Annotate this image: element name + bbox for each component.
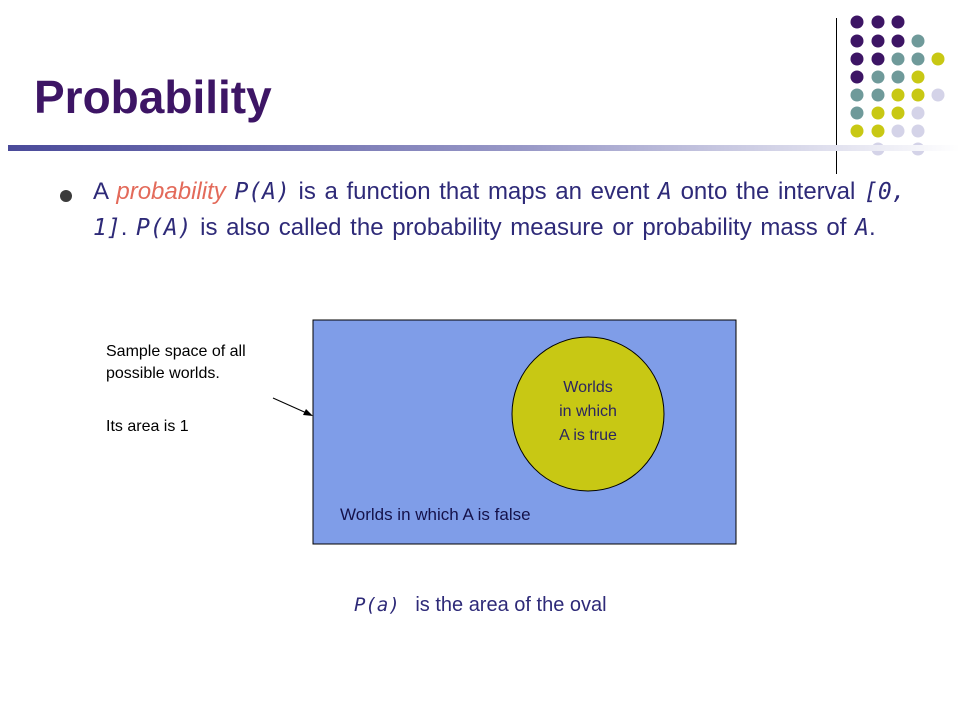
math-event-a: A — [658, 179, 672, 205]
bullet-text-segment: is also called the probability measure or probability mass of — [200, 214, 847, 241]
math-interval: [0, 1] — [93, 179, 906, 241]
false-region-label: Worlds in which A is false — [340, 505, 531, 524]
math-pa: P(A) — [234, 179, 290, 205]
area-note: Its area is 1 — [106, 418, 189, 435]
sample-space-label-line1: Sample space of all — [106, 343, 246, 360]
sample-space-label-line2: possible worlds. — [106, 365, 220, 382]
bullet-text-segment: onto the interval — [680, 178, 856, 205]
oval-label-line1: Worlds — [563, 379, 613, 396]
oval-label — [513, 376, 663, 448]
slide-title: Probability — [34, 71, 272, 123]
caption — [354, 594, 607, 617]
math-pa: P(A) — [136, 215, 192, 241]
bullet-text-segment: is a function that maps an event — [298, 178, 650, 205]
caption-formula: P(a) — [354, 594, 400, 616]
pointer-arrowhead — [303, 409, 313, 416]
bullet-period: . — [868, 214, 876, 241]
highlighted-term: probability — [116, 178, 226, 205]
caption-text: is the area of the oval — [415, 594, 607, 616]
oval-label-line2: in which — [559, 403, 617, 420]
bullet-word-a: A — [93, 178, 108, 205]
bullet-period: . — [120, 214, 128, 241]
oval-label-line3: A is true — [559, 427, 617, 444]
math-event-a: A — [855, 215, 869, 241]
